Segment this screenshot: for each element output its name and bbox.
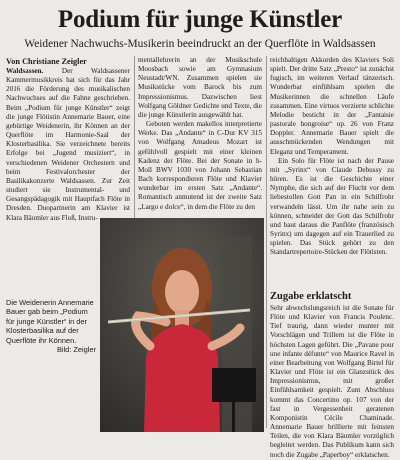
column-2-paragraph: Geboten werden makellos interpretierte Werke. Das „Andante“ in C-Dur KV 315 von Wolfgang Amadeus Mozart ist gefühlvoll gespielt mit einer kleinen Kadenz der Flöte. Bei der Sonate in h-Moll BWV 1030 von Johann Sebastian Bach korrespondieren Flöte und Klavier wunderbar im ersten Satz „Andante“. Romantisch anmutend ist der zweite Satz „Largo e dolce“, in dem die Flöte zu den	[138, 120, 262, 211]
column-3-paragraph: reichhaltigen Akkorden des Klaviers Soli spielt. Der dritte Satz „Presto“ ist zunächst fugisch, im weiteren Verlauf tänzerisch. Wunderbar einfühlsam spielen die Musikerinnen die schnellen Läufe zusammen. Eine virtuos verzierte schlichte Melodie besticht in der „Fantaisie pastorale hongroise“ op. 26 von Franz Doppler. Annemarie Bauer spielt die ausschmückenden Wendungen mit Eleganz und Temperament.	[270, 56, 394, 156]
article-column-2	[138, 56, 262, 232]
photo-caption	[6, 298, 96, 354]
column-2-paragraph: mentallehrerin an der Musikschule Moosbach sowie am Gymnasium Neustadt/WN. Zusammen spielen sie Musikstücke vom Barock bis zum Impressionismus. Dazwischen liest Wolfgang Göldner Gedichte und Texte, die die junge Künstlerin ausgewählt hat.	[138, 56, 262, 119]
article-byline: Von Christiane Zeigler	[6, 57, 87, 66]
article-column-3-continued	[270, 304, 394, 459]
article-column-1	[6, 67, 130, 232]
column-divider	[266, 56, 267, 428]
column-3-paragraph: Ein Solo für Flöte ist nach der Pause mit „Syrinx“ von Claude Debussy zu hören. Es ist die Geschichte einer Nymphe, die sich auf der Flucht vor dem liebestollen Gott Pan in ein Schilfrohr verwandeln lässt. Um ihr nahe sein zu können, schneidet der Gott das Schilfrohr und baut daraus die Panflöte (französisch Syrinx) um dagegen auf ein Trauerlied zu spielen. Das Stück gehört zu den Standartrepertoire-Stücken der Flötisten.	[270, 156, 394, 257]
article-photo	[100, 218, 264, 432]
article-headline: Podium für junge Künstler	[57, 6, 343, 33]
dateline: Waldsassen.	[6, 67, 44, 75]
column-divider	[134, 56, 135, 218]
article-column-3	[270, 56, 394, 288]
column-3-paragraph: Sehr abwechslungsreich ist die Sonate für Flöte und Klavier von Francis Poulenc. Tief traurig, dann wieder munter mit Vorschlägen und Trillern ist die Flöte in höchsten Lagen geführt. Die „Pavane pour une infante défunte“ von Maurice Ravel in einer Bearbeitung von Wolfgang Birtel für Klavier und Flöte ist ein Glanzstück des Impressionismus, mit großer Einfühlsamkeit gespielt. Zum Abschluss kommt das Concertino op. 107 von der fast in Vergessenheit geratenen Komponistin Cécile Chaminade. Annemarie Bauer brillierte mit feinsten Teilen, die von Klara Bäumler vorzüglich begleitet werden. Das Publikum kann sich noch die Zugabe „Paperboy“ erklatschen.	[270, 304, 394, 459]
caption-text: Die Weidenerin Annemarie Bauer gab beim „Podium für junge Künstler“ in der Klosterbasilika auf der Querflöte ihr Können.	[6, 298, 94, 345]
column-1-text: Der Waldsassener Kammermusikkreis hat sich für das Jahr 2016 die Förderung des musikalischen Nachwuchses auf die Fahne geschrieben. Beim „Podium für junge Künstler“ zeigt die junge Flötistin Annemarie Bauer, eine gebürtige Weidenerin, ihr Können an der Querflöte im Harmonie-Saal der Klosterbasilika. Sie verzeichnete bereits Erfolge bei „Jugend musiziert“, in verschiedenen Weidener Orchestern und beim Festivalorchester der Basilikakonzerte Waldsassen. Zur Zeit studiert sie Instrumental- und Gesangspädagogik mit Hauptfach Flöte in Dresden. Duopartnerin am Klavier ist Klara Bäumler aus Floß, Instru-	[6, 67, 130, 222]
flutist-photo-illustration	[100, 218, 264, 432]
article-subline: Weidener Nachwuchs-Musikerin beeindruckt an der Querflöte in Waldsassen	[24, 38, 376, 50]
section-subhead: Zugabe erklatscht	[270, 291, 352, 302]
photo-credit: Bild: Zeigler	[56, 345, 96, 355]
